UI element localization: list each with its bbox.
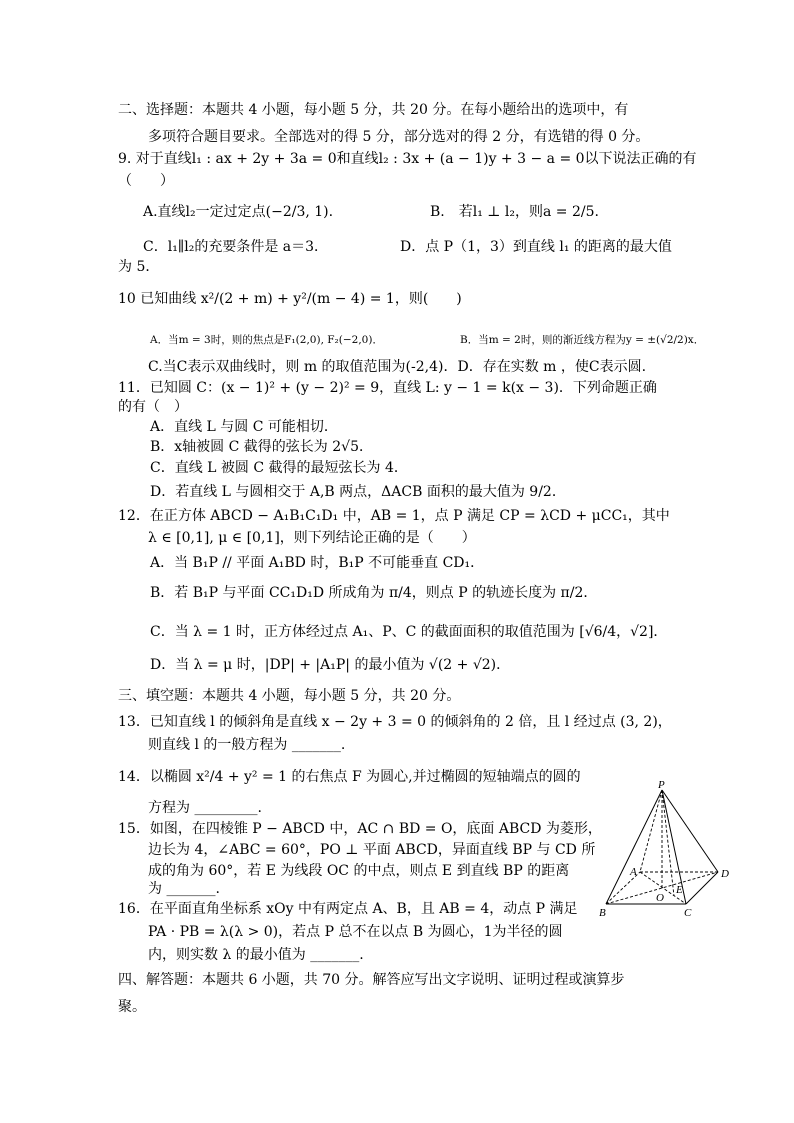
edge-pb — [606, 790, 662, 904]
q14-line2: 方程为 _________. — [148, 800, 262, 816]
edge-cd — [686, 872, 718, 904]
pyramid-figure — [596, 780, 736, 920]
q9-option-c: C．l₁∥l₂的充要条件是 a＝3． — [143, 239, 329, 255]
section4-heading-cont: 聚。 — [118, 999, 146, 1015]
q10-option-a: A．当m = 3时，则的焦点是F₁(2,0), F₂(−2,0)． — [150, 334, 383, 346]
label-a: A — [630, 866, 637, 878]
q10-stem: 10 已知曲线 x²/(2 + m) + y²/(m − 4) = 1，则( ) — [118, 291, 462, 307]
section2-heading: 二、选择题：本题共 4 小题，每小题 5 分，共 20 分。在每小题给出的选项中，有 — [118, 102, 629, 118]
q11-option-d: D．若直线 L 与圆相交于 A,B 两点，ΔACB 面积的最大值为 9/2． — [150, 484, 566, 500]
q11-option-a: A．直线 L 与圆 C 可能相切． — [150, 419, 338, 435]
q12-stem-cont: λ ∈ [0,1], μ ∈ [0,1]，则下列结论正确的是（ ） — [148, 530, 476, 546]
section2-rule: 多项符合题目要求。全部选对的得 5 分，部分选对的得 2 分，有选错的得 0 分。 — [148, 129, 650, 145]
q15-line2: 边长为 4，∠ABC = 60°，PO ⊥ 平面 ABCD，异面直线 BP 与 CD 所 — [148, 842, 596, 858]
q9-option-d-cont: 为 5． — [118, 259, 160, 275]
q11-stem-cont: 的有（ ） — [118, 399, 188, 415]
q9-option-b: B. 若l₁ ⊥ l₂，则a = 2/5. — [430, 204, 599, 220]
q12-option-d: D．当 λ = μ 时，|DP| + |A₁P| 的最小值为 √(2 + √2)． — [150, 657, 511, 673]
q14-line1: 14．以椭圆 x²/4 + y² = 1 的右焦点 F 为圆心,并过椭圆的短轴端点的圆的 — [118, 769, 581, 785]
label-e: E — [676, 884, 683, 896]
label-b: B — [599, 907, 606, 919]
label-d: D — [721, 868, 729, 880]
q15-line4: 为 _______. — [148, 881, 220, 897]
edge-pa — [640, 790, 662, 872]
label-p: P — [658, 780, 665, 791]
q12-option-b: B．若 B₁P 与平面 CC₁D₁D 所成角为 π/4，则点 P 的轨迹长度为 π/2． — [150, 585, 598, 601]
segment-pe — [662, 790, 674, 896]
q11-option-b: B．x轴被圆 C 截得的弦长为 2√5． — [150, 439, 373, 455]
q16-line2: PA · PB = λ(λ > 0)，若点 P 总不在以点 B 为圆心，1为半径的圆 — [148, 924, 563, 940]
q12-option-a: A．当 B₁P // 平面 A₁BD 时，B₁P 不可能垂直 CD₁． — [150, 555, 485, 571]
section3-heading: 三、填空题：本题共 4 小题，每小题 5 分，共 20 分。 — [118, 688, 461, 704]
q11-stem: 11．已知圆 C：(x − 1)² + (y − 2)² = 9，直线 L: y − 1 = k(x − 3)．下列命题正确 — [118, 380, 657, 396]
q13-line1: 13．已知直线 l 的倾斜角是直线 x − 2y + 3 = 0 的倾斜角的 2 倍，且 l 经过点 (3, 2)， — [118, 714, 672, 730]
q16-line3: 内，则实数 λ 的最小值为 _______. — [148, 947, 364, 963]
q10-option-b: B．当m = 2时，则的渐近线方程为y = ±(√2/2)x． — [460, 334, 705, 346]
section4-heading: 四、解答题：本题共 6 小题，共 70 分。解答应写出文字说明、证明过程或演算步 — [118, 972, 625, 988]
q11-option-c: C．直线 L 被圆 C 截得的最短弦长为 4． — [150, 460, 408, 476]
q15-line3: 成的角为 60°，若 E 为线段 OC 的中点，则点 E 到直线 BP 的距离 — [148, 863, 570, 879]
q9-option-d: D．点 P（1，3）到直线 l₁ 的距离的最大值 — [400, 239, 672, 255]
q10-option-cd: C.当C表示双曲线时，则 m 的取值范围为(-2,4)．D．存在实数 m ，使C表示圆. — [148, 359, 647, 375]
q15-line1: 15．如图，在四棱锥 P − ABCD 中，AC ∩ BD = O，底面 ABCD 为菱形， — [118, 821, 602, 837]
q9-option-a: A.直线l₂一定过定点(−2/3, 1). — [143, 204, 334, 220]
q16-line1: 16．在平面直角坐标系 xOy 中有两定点 A、B，且 AB = 4，动点 P 满足 — [118, 901, 578, 917]
q12-stem: 12．在正方体 ABCD − A₁B₁C₁D₁ 中，AB = 1，点 P 满足 CP = λCD + μCC₁，其中 — [118, 508, 670, 524]
q9-paren: （ ） — [118, 173, 174, 189]
label-c: C — [684, 907, 692, 919]
q12-option-c: C．当 λ = 1 时，正方体经过点 A₁、P、C 的截面面积的取值范围为 [√6/4，√2]． — [150, 624, 668, 640]
label-o: O — [656, 892, 664, 904]
q9-stem: 9. 对于直线l₁ : ax + 2y + 3a = 0和直线l₂ : 3x + (a − 1)y + 3 − a = 0以下说法正确的有 — [118, 151, 697, 167]
q13-line2: 则直线 l 的一般方程为 _______. — [148, 737, 346, 753]
